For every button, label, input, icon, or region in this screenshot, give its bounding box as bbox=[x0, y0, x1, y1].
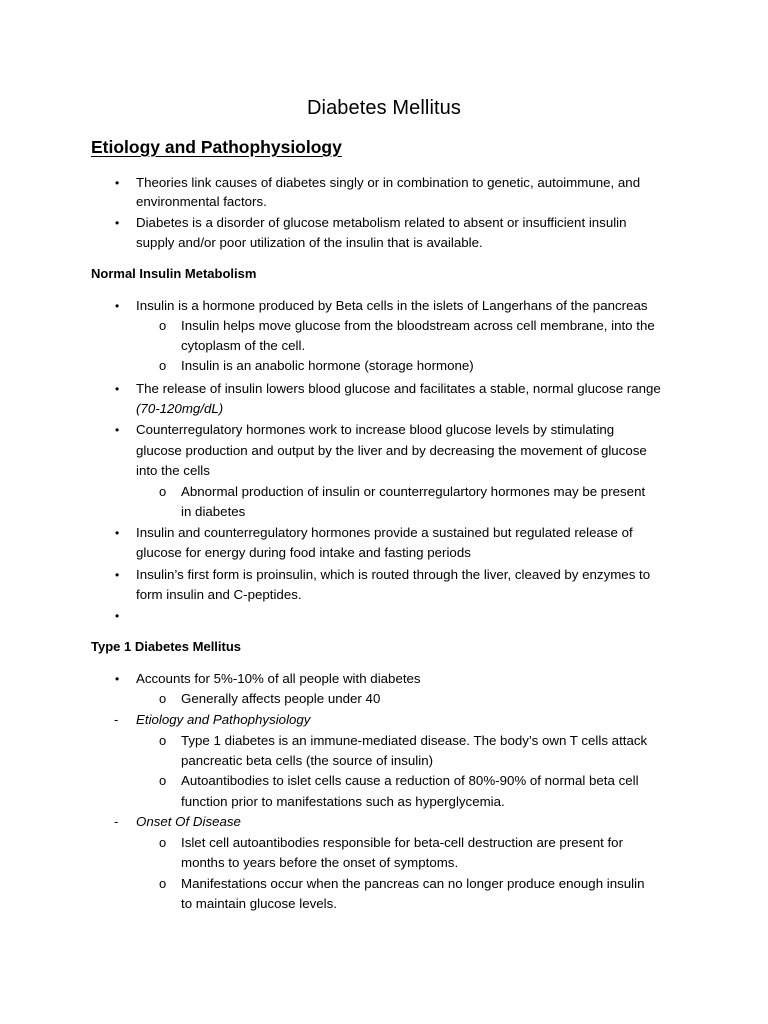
sub-bullet-marker: o bbox=[159, 773, 167, 788]
empty-bullet-marker: • bbox=[115, 609, 120, 623]
type1-subheading-onset: Onset Of Disease bbox=[136, 814, 241, 829]
insulin-bullet-4-line-1: Insulin and counterregulatory hormones provide a sustained but regulated release of bbox=[136, 525, 633, 540]
insulin-sub-3-line-1: Abnormal production of insulin or counterregulartory hormones may be present bbox=[181, 484, 646, 499]
bullet-marker: • bbox=[115, 176, 120, 190]
sub-bullet-marker: o bbox=[159, 835, 167, 850]
heading-type-1-diabetes: Type 1 Diabetes Mellitus bbox=[91, 639, 242, 654]
sub-bullet-marker: o bbox=[159, 358, 167, 373]
intro-bullet-2-line-1: Diabetes is a disorder of glucose metabolism related to absent or insufficient insulin bbox=[136, 215, 627, 230]
type1-etiology-sub-2-line-2: function prior to manifestations such as hyperglycemia. bbox=[181, 794, 505, 809]
bullet-marker: • bbox=[115, 299, 120, 313]
bullet-marker: • bbox=[115, 382, 120, 396]
sub-bullet-marker: o bbox=[159, 318, 167, 333]
intro-bullet-1-line-2: environmental factors. bbox=[136, 194, 267, 209]
intro-bullet-1-line-1: Theories link causes of diabetes singly or in combination to genetic, autoimmune, and bbox=[136, 175, 641, 190]
bullet-marker: • bbox=[115, 568, 120, 582]
section-heading-etiology: Etiology and Pathophysiology bbox=[91, 137, 342, 157]
type1-sub-1: Generally affects people under 40 bbox=[181, 691, 381, 706]
bullet-marker: • bbox=[115, 216, 120, 230]
intro-bullet-2-line-2: supply and/or poor utilization of the insulin that is available. bbox=[136, 235, 483, 250]
insulin-bullet-5-line-1: Insulin’s first form is proinsulin, which is routed through the liver, cleaved by enzymes to bbox=[136, 567, 651, 582]
insulin-bullet-1: Insulin is a hormone produced by Beta cells in the islets of Langerhans of the pancreas bbox=[136, 298, 648, 313]
insulin-bullet-2-line-2: (70-120mg/dL) bbox=[136, 401, 224, 416]
bullet-marker: • bbox=[115, 672, 120, 686]
type1-subheading-etiology: Etiology and Pathophysiology bbox=[136, 712, 311, 727]
heading-normal-insulin-metabolism: Normal Insulin Metabolism bbox=[91, 266, 257, 281]
insulin-bullet-3-line-3: into the cells bbox=[136, 463, 210, 478]
type1-onset-sub-1-line-1: Islet cell autoantibodies responsible for beta-cell destruction are present for bbox=[181, 835, 623, 850]
insulin-sub-2: Insulin is an anabolic hormone (storage hormone) bbox=[181, 358, 474, 373]
sub-bullet-marker: o bbox=[159, 733, 167, 748]
type1-etiology-sub-1-line-2: pancreatic beta cells (the source of insulin) bbox=[181, 753, 434, 768]
type1-etiology-sub-2-line-1: Autoantibodies to islet cells cause a reduction of 80%-90% of normal beta cell bbox=[181, 773, 639, 788]
sub-bullet-marker: o bbox=[159, 484, 167, 499]
type1-bullet-1: Accounts for 5%-10% of all people with diabetes bbox=[136, 671, 421, 686]
insulin-sub-3-line-2: in diabetes bbox=[181, 504, 246, 519]
dash-marker: - bbox=[114, 814, 119, 829]
insulin-bullet-3-line-2: glucose production and output by the liver and by decreasing the movement of glucose bbox=[136, 443, 647, 458]
insulin-bullet-2-line-1: The release of insulin lowers blood glucose and facilitates a stable, normal glucose range bbox=[136, 381, 661, 396]
bullet-marker: • bbox=[115, 526, 120, 540]
type1-onset-sub-1-line-2: months to years before the onset of symptoms. bbox=[181, 855, 459, 870]
insulin-bullet-3-line-1: Counterregulatory hormones work to increase blood glucose levels by stimulating bbox=[136, 422, 615, 437]
type1-etiology-sub-1-line-1: Type 1 diabetes is an immune-mediated disease. The body’s own T cells attack bbox=[181, 733, 648, 748]
document-title: Diabetes Mellitus bbox=[307, 97, 461, 119]
dash-marker: - bbox=[114, 712, 119, 727]
insulin-bullet-4-line-2: glucose for energy during food intake and fasting periods bbox=[136, 545, 471, 560]
insulin-sub-1-line-2: cytoplasm of the cell. bbox=[181, 338, 306, 353]
type1-onset-sub-2-line-1: Manifestations occur when the pancreas can no longer produce enough insulin bbox=[181, 876, 645, 891]
sub-bullet-marker: o bbox=[159, 691, 167, 706]
bullet-marker: • bbox=[115, 423, 120, 437]
insulin-bullet-5-line-2: form insulin and C-peptides. bbox=[136, 587, 302, 602]
insulin-sub-1-line-1: Insulin helps move glucose from the bloodstream across cell membrane, into the bbox=[181, 318, 655, 333]
type1-onset-sub-2-line-2: to maintain glucose levels. bbox=[181, 896, 337, 911]
sub-bullet-marker: o bbox=[159, 876, 167, 891]
